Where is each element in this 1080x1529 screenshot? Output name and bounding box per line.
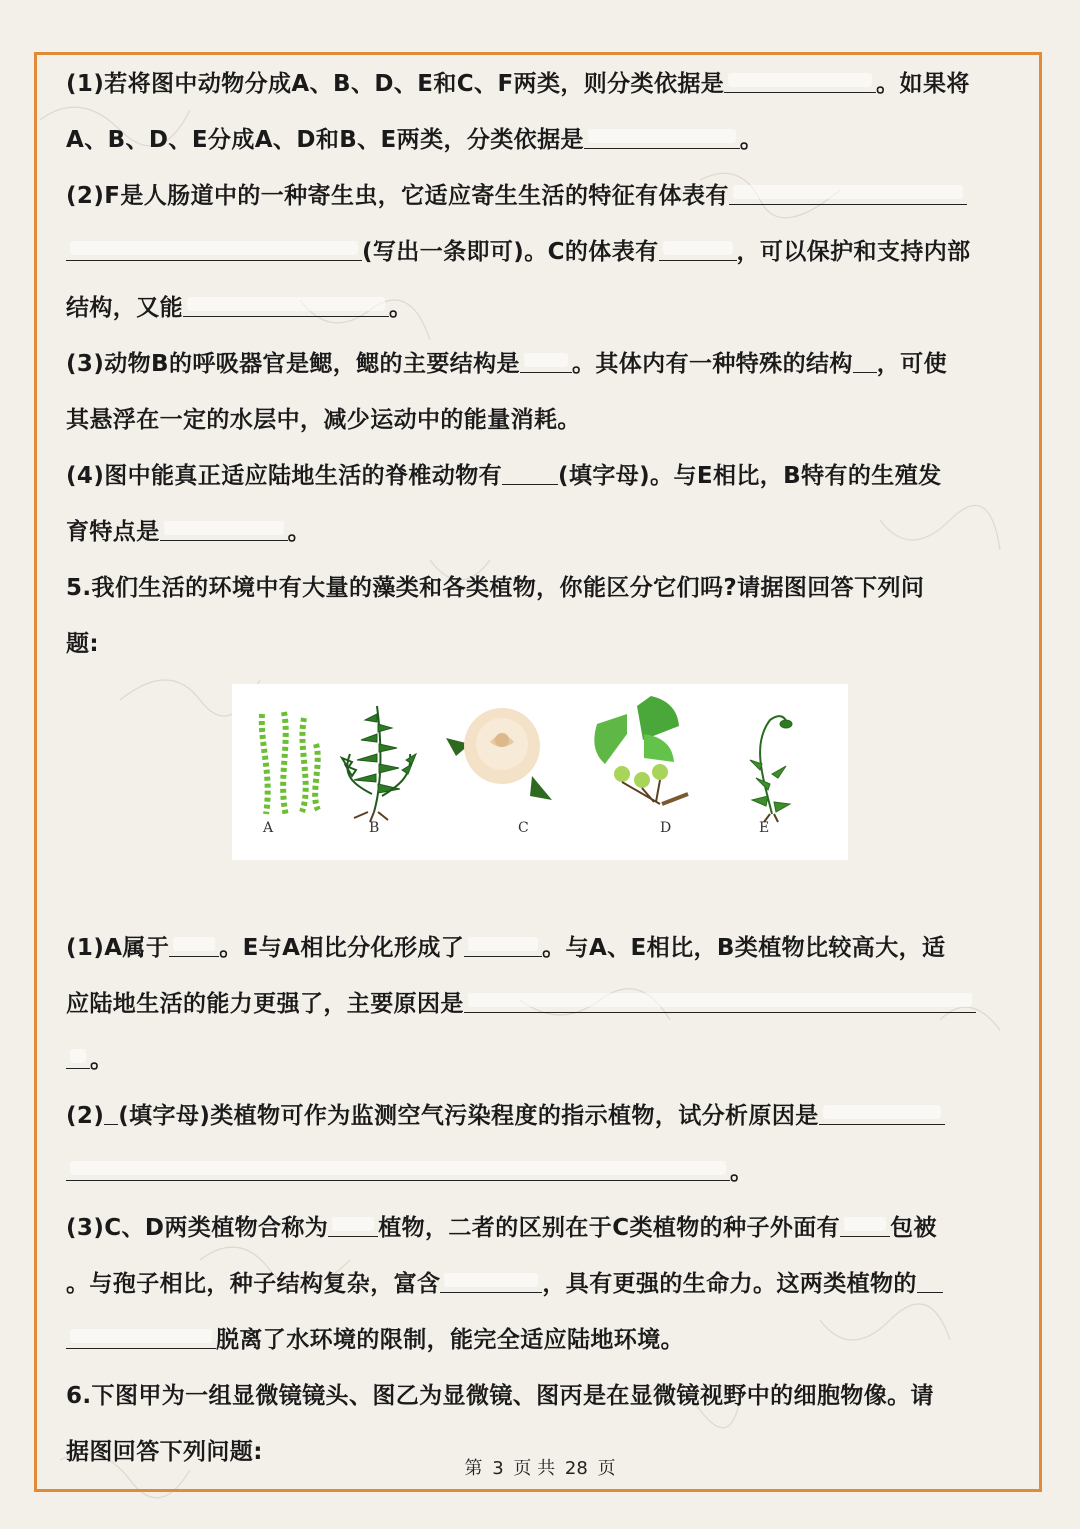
answer-blank[interactable]	[104, 1100, 118, 1125]
answer-blank[interactable]	[183, 292, 389, 317]
q5-1-line1: (1)A属于 。E与A相比分化形成了 。与A、E相比，B类植物比较高大，适	[66, 920, 1016, 976]
answer-blank[interactable]	[66, 1324, 216, 1349]
answer-blank[interactable]	[584, 124, 740, 149]
answer-blank[interactable]	[520, 348, 572, 373]
rose-illustration	[446, 708, 552, 800]
answer-blank[interactable]	[464, 988, 976, 1013]
q5-stem-line1: 5.我们生活的环境中有大量的藻类和各类植物，你能区分它们吗?请据图回答下列问	[66, 575, 925, 601]
figure-label-c: C	[518, 820, 529, 836]
q5-2-line1: (2) (填字母)类植物可作为监测空气污染程度的指示植物，试分析原因是	[66, 1088, 1016, 1144]
q5-stem-line2: 题:	[66, 631, 99, 657]
answer-blank[interactable]	[840, 1212, 890, 1237]
answer-blank[interactable]	[160, 516, 288, 541]
answer-blank[interactable]	[440, 1268, 542, 1293]
answer-blank[interactable]	[853, 348, 877, 373]
answer-blank[interactable]	[729, 180, 967, 205]
ginkgo-illustration	[594, 696, 688, 804]
q4-4-line1: (4)图中能真正适应陆地生活的脊椎动物有 (填字母)。与E相比，B特有的生殖发	[66, 448, 1016, 504]
q6-stem-line1: 6.下图甲为一组显微镜镜头、图乙为显微镜、图丙是在显微镜视野中的细胞物像。请	[66, 1383, 934, 1409]
q4-2-line3: 结构，又能 。	[66, 280, 1016, 336]
q5-1-line2: 应陆地生活的能力更强了，主要原因是	[66, 976, 1016, 1032]
algae-illustration	[262, 712, 318, 816]
page-footer: 第 3 页 共 28 页	[464, 1458, 616, 1479]
answer-blank[interactable]	[819, 1100, 945, 1125]
answer-blank[interactable]	[66, 1044, 90, 1069]
q5-2-line2: 。	[66, 1144, 1016, 1200]
q4-2-line2: (写出一条即可)。C的体表有 ，可以保护和支持内部	[66, 224, 1016, 280]
figure-label-e: E	[759, 820, 770, 836]
plant-figure	[232, 684, 848, 860]
answer-blank[interactable]	[724, 68, 876, 93]
q4-2-line1: (2)F是人肠道中的一种寄生虫，它适应寄生生活的特征有体表有	[66, 168, 1016, 224]
q4-3-line2: 其悬浮在一定的水层中，减少运动中的能量消耗。	[66, 407, 581, 433]
answer-blank[interactable]	[464, 932, 542, 957]
answer-blank[interactable]	[917, 1268, 943, 1293]
figure-label-b: B	[369, 820, 380, 836]
q4-4-line2: 育特点是 。	[66, 504, 1016, 560]
answer-blank[interactable]	[502, 460, 558, 485]
figure-label-d: D	[660, 820, 672, 836]
moss-illustration	[750, 716, 792, 822]
q4-3-line1: (3)动物B的呼吸器官是鳃，鳃的主要结构是 。其体内有一种特殊的结构 ，可使	[66, 336, 1016, 392]
q6-stem-line2: 据图回答下列问题:	[66, 1439, 263, 1465]
q5-3-line3: 脱离了水环境的限制，能完全适应陆地环境。	[66, 1312, 1016, 1368]
answer-blank[interactable]	[659, 236, 737, 261]
answer-blank[interactable]	[66, 1156, 730, 1181]
q4-1-line2: A、B、D、E分成A、D和B、E两类，分类依据是 。	[66, 112, 1016, 168]
q4-1-line1: (1)若将图中动物分成A、B、D、E和C、F两类，则分类依据是 。如果将	[66, 56, 1016, 112]
q5-1-line3: 。	[66, 1032, 1016, 1088]
answer-blank[interactable]	[328, 1212, 378, 1237]
q5-3-line1: (3)C、D两类植物合称为 植物，二者的区别在于C类植物的种子外面有 包被	[66, 1200, 1016, 1256]
q5-3-line2: 。与孢子相比，种子结构复杂，富含 ，具有更强的生命力。这两类植物的	[66, 1256, 1016, 1312]
figure-label-a: A	[263, 820, 274, 836]
answer-blank[interactable]	[66, 236, 362, 261]
fern-illustration	[342, 706, 416, 822]
answer-blank[interactable]	[169, 932, 219, 957]
